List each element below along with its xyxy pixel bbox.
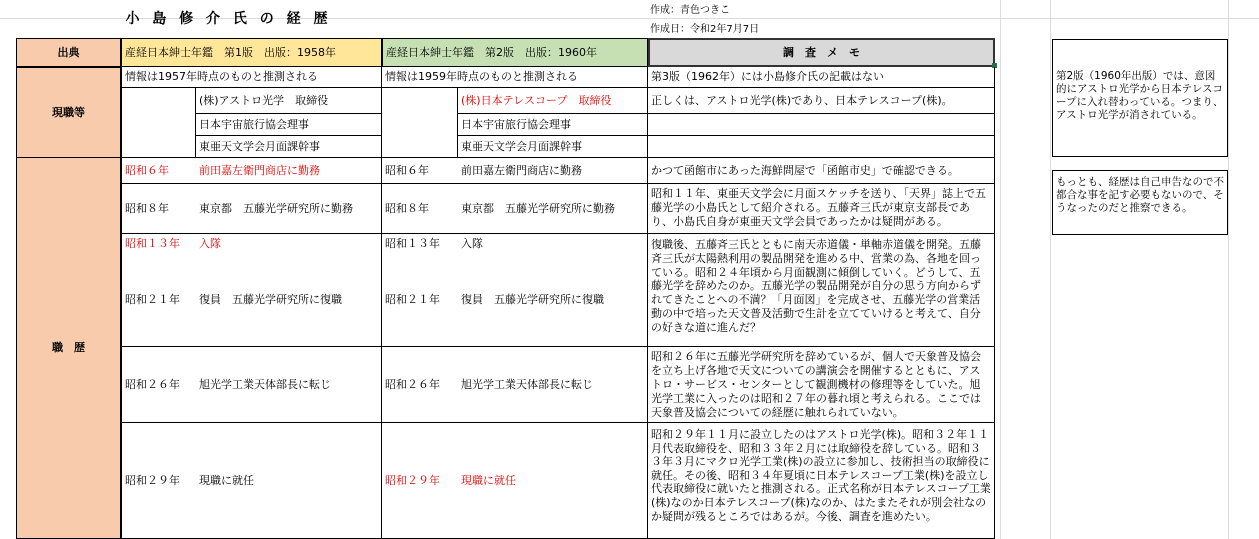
career-memo-r5: 昭和２９年１１月に設立したのはアストロ光学(株)。昭和３２年１１月代表取締役を、昭和３３年２月には取締役を辞している。昭和３３年３月にマクロ光学工業(株)の設立に参加し、技術担当の取締役に就任。その後、昭和３４年夏頃に日本テレスコープ工業(株)を設立し代表取締役に就いたと推測される。正式名称が日本テレスコープ工業(株)なのか日本テレスコープ(株)なのか、はたまたそれが別会社なのか疑問が残るところではあるが。今後、調査を進めたい。 [648, 423, 995, 539]
current-c1-note: 情報は1957年時点のものと推測される [121, 67, 382, 88]
current-c2-role-2: 日本宇宙旅行協会理事 [458, 114, 648, 136]
career-year-2-r3: 昭和２１年 [382, 254, 458, 347]
career-desc-2-r4: 旭光学工業天体部長に転じ [458, 347, 648, 423]
current-c2-role-3: 東亜天文学会月面課幹事 [458, 136, 648, 158]
header-edition-1: 産経日本紳士年鑑 第1版 出版：1958年 [121, 38, 382, 67]
career-memo-r0: かつて函館市にあった海鮮問屋で「函館市史」で確認できる。 [648, 158, 995, 184]
current-c2-role-1: (株)日本テレスコープ 取締役 [458, 88, 648, 114]
header-source: 出典 [16, 38, 121, 67]
career-year-1-r1: 昭和８年 [121, 184, 196, 234]
career-desc-2-r1: 東京都 五藤光学研究所に勤務 [458, 184, 648, 234]
current-memo-3 [648, 136, 995, 158]
current-c1-spacer [121, 88, 196, 158]
career-desc-1-r3: 復員 五藤光学研究所に復職 [196, 254, 382, 347]
current-c1-role-2: 日本宇宙旅行協会理事 [196, 114, 382, 136]
current-memo-0: 第3版（1962年）には小島修介氏の記載はない [648, 67, 995, 88]
career-desc-2-r0: 前田嘉左衛門商店に勤務 [458, 158, 648, 184]
career-year-2-r0: 昭和６年 [382, 158, 458, 184]
career-year-2-r1: 昭和８年 [382, 184, 458, 234]
career-year-1-r2: 昭和１３年 [121, 234, 196, 254]
side-note-2: もっとも、経歴は自己申告なので不都合な事を記す必要もないので、そうなったのだと推察できる。 [1052, 170, 1228, 235]
career-year-2-r4: 昭和２６年 [382, 347, 458, 423]
career-year-1-r3: 昭和２１年 [121, 254, 196, 347]
header-memo[interactable]: 調 査 メ モ [648, 38, 995, 67]
current-c2-spacer [382, 88, 458, 158]
career-desc-1-r0: 前田嘉左衛門商店に勤務 [196, 158, 382, 184]
career-desc-2-r3: 復員 五藤光学研究所に復職 [458, 254, 648, 347]
career-desc-1-r5: 現職に就任 [196, 423, 382, 539]
career-year-1-r4: 昭和２６年 [121, 347, 196, 423]
career-memo-r1: 昭和１１年、東亜天文学会に月面スケッチを送り、「天界」誌上で五藤光学の小島氏として紹介される。五藤斉三氏が東京支部長であり、小島氏自身が東亜天文学会員であったかは疑問がある。 [648, 184, 995, 234]
career-label: 職 歴 [16, 158, 121, 539]
current-c1-role-1: (株)アストロ光学 取締役 [196, 88, 382, 114]
author-label: 作成：青色つきこ [650, 5, 730, 16]
career-desc-1-r4: 旭光学工業天体部長に転じ [196, 347, 382, 423]
career-memo-r2: 復職後、五藤斉三氏とともに南天赤道儀・単軸赤道儀を開発。五藤斉三氏が太陽熱利用の製品開発を進める中、営業の為、各地を回っている。昭和２４年頃から月面観測に傾倒していく。どうして、五藤光学を辞めたのか。五藤光学の製品開発が自分の思う方向からずれてきたことへの不満？「月面図」を完成させ、五藤光学の営業活動の中で培った天文普及活動で生計を立てていけると考えて、自分の好きな道に進んだ？ [648, 234, 995, 347]
career-desc-1-r1: 東京都 五藤光学研究所に勤務 [196, 184, 382, 234]
header-edition-2: 産経日本紳士年鑑 第2版 出版：1960年 [382, 38, 648, 67]
current-label: 現職等 [16, 67, 121, 158]
career-desc-2-r2: 入隊 [458, 234, 648, 254]
career-desc-1-r2: 入隊 [196, 234, 382, 254]
career-desc-2-r5: 現職に就任 [458, 423, 648, 539]
career-year-1-r5: 昭和２９年 [121, 423, 196, 539]
career-memo-r4: 昭和２６年に五藤光学研究所を辞めているが、個人で天象普及協会を立ち上げ各地で天文についての講演会を開催するとともに、アストロ・サービス・センターとして観測機材の修理等をしていた。旭光学工業に入ったのは昭和２７年の暮れ頃と考えられる。ここでは天象普及協会についての経歴に触れられていない。 [648, 347, 995, 423]
sheet-title: 小 島 修 介 氏 の 経 歴 [125, 11, 332, 27]
side-note-1: 第2版（1960年出版）では、意図的にアストロ光学から日本テレスコープに入れ替わっている。つまり、アストロ光学が消されている。 [1052, 39, 1228, 157]
current-c1-role-3: 東亜天文学会月面課幹事 [196, 136, 382, 158]
current-memo-1: 正しくは、アストロ光学(株)であり、日本テレスコープ(株)。 [648, 88, 995, 114]
career-year-1-r0: 昭和６年 [121, 158, 196, 184]
career-year-2-r2: 昭和１３年 [385, 237, 440, 250]
current-memo-2 [648, 114, 995, 136]
created-date: 作成日：令和2年7月7日 [650, 24, 760, 35]
career-year-2-r5: 昭和２９年 [382, 423, 458, 539]
current-c2-note: 情報は1959年時点のものと推測される [382, 67, 648, 88]
